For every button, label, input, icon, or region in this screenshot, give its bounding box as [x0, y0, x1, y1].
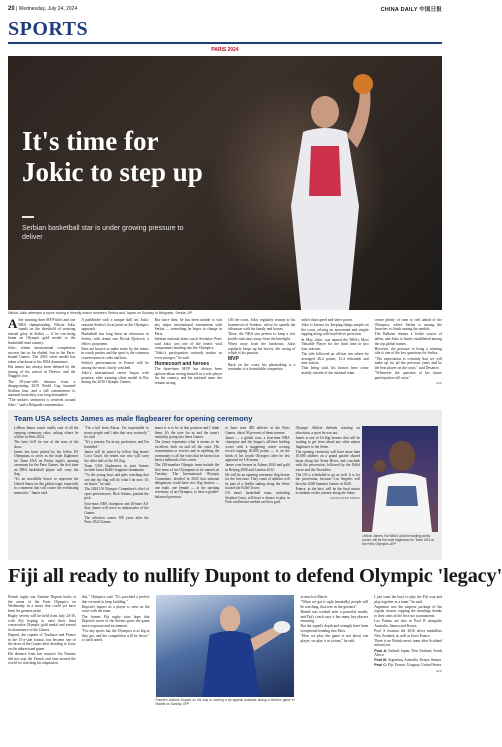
pool-b: [374, 658, 442, 663]
sidebar-column-3: [155, 426, 219, 556]
paragraph: Serbia's performances in France will be among the most closely watched.: [81, 361, 149, 370]
paragraph: Back on the court, his playmaking is a reminder of a formidable competitor.: [227, 362, 296, 372]
main-photo: [8, 56, 442, 310]
subheading: MVP: [227, 355, 239, 362]
second-byline: AFP: [436, 668, 442, 673]
sidebar-column-5: [296, 426, 360, 556]
paragraph: this," Olympics said. "It's provided a perfect that we need to keep building.": [81, 595, 150, 604]
pool-teams: Fiji, France, Uruguay, United States: [388, 663, 442, 668]
sidebar-title: Team USA selects James as male flagbearer for opening ceremony: [14, 414, 253, 423]
section-rule: [8, 42, 442, 44]
paragraph: The 29-year-old's absence from a disappointing 2019 World Cup haunted Serbian fans, and a full commitment to national-team duty was long demanded.: [8, 379, 76, 398]
paragraph: The selection comes 100 years after the Paris 1924 Games.: [84, 515, 149, 525]
drop-cap: A: [8, 316, 18, 331]
paragraph: Fans are known to make noise by the reams in watch parties and the sport is the common conversation in cafes and bars.: [81, 346, 149, 360]
paragraph: "Whenever the question of his future participation will arise.": [374, 370, 442, 380]
paragraph: Dupont's impact as a player is seen on the court with the team.: [81, 604, 150, 614]
paragraph: Dupont, the captain of Toulouse and France in the 15-a-side format, has become one of the faces of the Games after deciding to focus on the abbreviated game.: [8, 632, 76, 651]
article-column-4: [228, 318, 295, 408]
pool-label: Pool A:: [374, 648, 388, 653]
sidebar-byline: ASSOCIATED PRESS: [329, 496, 361, 501]
paragraph: fter winning three MVP titles and one NBA championship, Nikola Jokic stands on the threshold of securing eternal glory in Serbia — if he can bring home an Olympic gold medal to the basketball-mad country.: [8, 318, 76, 345]
paragraph: There, the NBA star prefers to keep a low profile and stays away from the limelight.: [227, 332, 296, 341]
pool-a: [374, 649, 442, 658]
paragraph: However, the pressure to bring a winning title is one of the key questions for Serbia.: [374, 346, 442, 356]
paragraph: There is no British men's team after Scotland missed out.: [374, 638, 442, 648]
paragraph: to have seen 485 athletes at the Paris Games, about 50 percent of them women.: [225, 426, 290, 435]
kicker: PARIS 2024: [211, 47, 239, 53]
paragraph: The three-time MVP has always been upfront about seeing himself as a role player for the country, and his national team ties remain strong.: [154, 367, 222, 385]
paragraph: James won bronze in Athens 2004 and gold in Beijing 2008 and London 2012.: [225, 463, 290, 472]
second-article-body: [8, 595, 442, 743]
pool-teams: Ireland, Japan, New Zealand, South Africa: [374, 648, 442, 658]
paragraph: The honor represents what it means to be excellent, both on and off the court. His commitment to service and to uplifting the community is all the ways that he knows has been a hallmark of his career.: [154, 440, 220, 463]
paragraph: "Jokic's participation certainly makes us even stronger," he said.: [154, 351, 222, 360]
paragraph: Off the court, Jokic regularly returns to his hometown of Sombor, where he spends the offseason with his family and horses.: [227, 318, 296, 332]
paragraph: US men's basketball team, including Stephen Curry, will have a chance to play in Paris and bronze medals are their goal.: [225, 491, 290, 505]
sidebar-body: [14, 426, 360, 556]
main-article-body: [8, 318, 442, 408]
paragraph: But the squad's depth and strength have been exceptional heading into Paris.: [300, 624, 369, 633]
paragraph: rather than speed and sheer power.: [301, 318, 354, 322]
issue-date: Wednesday, July 24, 2024: [18, 6, 78, 12]
paragraph: The opening ceremony will have more than 10,000 athletes on a grand parade aboard boats along the Seine River, and conclude with the procession, followed by the Eiffel tower and the Trocadéro.: [295, 449, 361, 472]
sidebar-column-2: [84, 426, 148, 556]
paragraph: as much in March.: [300, 595, 328, 599]
paragraph: "When we got it right (mentally) people will be watching, that sees us the greatest".: [300, 600, 369, 609]
paragraph: Argentina was the surprise package of the regular season, topping the standings thanks to their wins in the first two tournaments.: [374, 604, 442, 618]
paragraph: The former Fiji rugby stars hope that Dupont's move to the Sevens gives the game more exposure and excitement.: [81, 614, 150, 628]
paragraph: Basketball has long been an obsession in Serbia, with tennis star Novak Djokovic a fellow proponent.: [81, 332, 149, 346]
deck-rule: [22, 216, 34, 218]
subheading: Homecourt and heroes: [154, 360, 210, 367]
paragraph: The 230-member Olympic team include the first team of ten Olympians to be named on Tuesday. The International Olympic Committee, decided in 2020 that national delegations could have two flag bearers — one male, one female — at the opening ceremony of an Olympics, to have a gender-balanced presence.: [154, 463, 220, 499]
basketball-player-image: [263, 86, 373, 310]
paragraph: James is one of 16 flag bearers that will be waiting to get from ahead any other nation flagbearer to the Seine.: [295, 435, 361, 449]
newspaper-logo: CHINA DAILY 中国日报: [380, 7, 442, 13]
paragraph: "To the young boys and girls watching that one day the flag will do what I do now. It's an honor," he said.: [84, 473, 149, 487]
paragraph: "The nation's sentiment is centered around Jokic," said a Belgrade commentator.: [8, 398, 76, 408]
paragraph: Jokic's international career began with promise, after winning silver medal in Rio during the 2016 Olympic Games.: [81, 370, 149, 385]
paragraph: The US is scheduled to go as well. It is for the procession, because Los Angeles will host the 2028 Summer Games in 2028.: [295, 472, 361, 486]
paragraph: Pool A features the 2016 silver medallists New Zealand, as well as hosts France.: [374, 628, 442, 638]
sidebar-box: [8, 410, 442, 560]
paragraph: Serbian national team coach Svetislav Pesic said Jokic was one of the team's vital components heading into the Olympics.: [154, 336, 222, 351]
article-column-3: [155, 318, 222, 408]
sidebar-column-4: [225, 426, 289, 556]
main-deck: Serbian basketball star is under growing pressure to deliver: [22, 225, 184, 241]
article-column-6: [375, 318, 442, 408]
paragraph: The Balkans remain a fertile source of talent, and Jokic is firmly established among the top global names.: [374, 332, 442, 346]
paragraph: In May, Jokic was named the NBA's Most Valuable Player for the third time in just four seasons.: [301, 337, 369, 351]
paragraph: His absence from last season's Six Nations did not stop the French and fans around the world for watching his adaptation.: [8, 651, 76, 666]
paragraph: The time, he'll be one of the stars of the show.: [14, 440, 79, 449]
page-header: [8, 4, 442, 14]
paragraph: "For any sports fan, the Olympics is as big as they get, and the competition will be fierce," a coach noted.: [81, 628, 150, 643]
rugby-player-image: [156, 595, 295, 697]
dupont-photo-caption: France's Antoine Dupont on his way to scoring a try against Australia during a Sevens game in Madrid on Sunday. AFP: [155, 698, 295, 706]
paragraph: Hamdi was worked after a powerful month, and Fiji's coach says it has many key players returning.: [300, 609, 369, 624]
paragraph: The title followed an all-star run where he averaged 26.4 points, 12.4 rebounds and nine assists.: [301, 351, 369, 366]
paragraph: "It's an incredible honor to represent the United States on this global stage, especially in a moment that will create the everlasting memories," James said.: [14, 477, 79, 495]
second-column-1: [8, 595, 76, 743]
paragraph: centre plenty of time to reel ahead of the Olympics, where Serbia is among the favorites to finish among the medals.: [374, 318, 442, 332]
paragraph: "How we play the game is not about one player, we play it as a team," he said.: [300, 634, 369, 643]
section-title: SPORTS: [8, 18, 89, 40]
paragraph: French rugby star Antoine Dupont looks at the arena of the Paris Olympics on Wednesday in a move that could yet have been his greatest prize.: [8, 595, 76, 613]
byline: AFP: [436, 380, 442, 385]
paragraph: A pathfinder with a unique skill set, Jokic remains Serbia's focal point as the Olympics approach.: [81, 318, 149, 332]
paragraph: Team USA flagbearers in past Games include Jason Kidd's longtime teammates.: [84, 463, 149, 473]
second-column-2: [82, 595, 150, 743]
paragraph: Jokic, whom international competition success has so far eluded, lost in the Paris-bound Games. The 2016 silver medal has taken a backseat to his NBA dominance.: [8, 346, 76, 364]
main-headline: It's time for Jokic to step up: [22, 126, 203, 187]
page-number-date: 20 | Wednesday, July 24, 2024: [8, 6, 78, 12]
paragraph: "It's a journey I'm in my profession, and I'm humbled.": [84, 440, 149, 449]
paragraph: When away from the hardcourt, Jokic regularly keeps up his horses, the racing of which is his passion.: [227, 342, 296, 356]
paragraph: His tenure has always been defined by the timing of his arrival in Denver, and the Nuggets' rise.: [8, 365, 76, 379]
paragraph: "The expectation is certainly that we will make up for all the previous years and be the best player on the court," said Desanov.: [374, 356, 442, 370]
pool-label: Pool B:: [374, 658, 388, 663]
paragraph: Rugby sevens will be held from July 24-30, with Fiji hoping to earn their third consecutive Olympic gold medal and extend its dominance of the Games.: [8, 613, 76, 632]
paragraph: Los Pumas are also in Pool B alongside Australia, Samoa and Kenya.: [374, 619, 442, 628]
basketball-player-image: [362, 426, 438, 532]
paragraph: That being said, his honors have come mainly outside of the national team.: [301, 366, 369, 375]
paragraph: He will be an opening ceremony flag bearer for the first time. They count of athletes will be part of a flotilla sailing along the Seine toward the Eiffel Tower.: [225, 472, 290, 491]
pool-teams: Argentina, Australia, Kenya, Samoa: [387, 658, 442, 663]
paragraph: honor it is to be in that position and I think them. It's the tone for us and the team's mentality going into these Games.: [154, 426, 220, 439]
paragraph: Olympic Athlete defends winning on television, a sport he was not.: [295, 426, 361, 435]
main-photo-caption: Nikola Jokic attempts a score during a friendly match between Serbia and Japan on Sunday in Belgrade, Serbia. AP: [8, 311, 193, 315]
paragraph: I just want the boys to play the Fiji way and play together as a team," he said.: [374, 595, 442, 604]
article-column-1: [8, 318, 75, 408]
page-number: 20: [8, 6, 15, 12]
pool-label: Pool C:: [374, 663, 388, 668]
paragraph: The 2024 US Olympic Committee's chief of sport performance, Rick Adams, praised the pick.: [84, 487, 149, 501]
paragraph: James — a global icon, a four-time NBA champion and the league's all-time leading scorer with a staggering career scoring record topping 40,000 points — is on the brink of his fourth Olympics after he last appeared for US teams.: [225, 435, 290, 463]
pool-c: [374, 663, 442, 668]
paragraph: Four-time NBA champion and 20-time All-Star, James will serve as ambassador of the Games.: [84, 501, 149, 515]
article-column-2: [81, 318, 148, 408]
lebron-photo: [362, 426, 438, 532]
paragraph: "I'm a kid from Akron. I'm responsible to many people and I take that very seriously," he said.: [84, 426, 149, 439]
paragraph: Jokic is known for keeping things simple on the court, relying on movement and simple tapping along with hard-drive precision.: [301, 323, 369, 337]
dupont-photo: [156, 595, 295, 697]
lebron-photo-caption: LeBron James, the NBA's all-time leading points scorer, will be the male flagbearer for Team USA at the Paris Olympics. AFP: [362, 534, 434, 546]
paragraph: James has been picked by his fellow US Olympians to serve as the male flagbearer for Team USA on Friday night's opening ceremony for the Paris Games, the first time an NBA basketball player will carry the flag.: [14, 449, 79, 477]
second-column-5: [374, 595, 442, 743]
paragraph: France, as the host, will be the final nation to embark on the journey along the Seine.: [295, 486, 361, 496]
paragraph: LeBron James wasn't totally sure of all the opening ceremony rules, asking where he will be in Paris 2024.: [14, 426, 79, 439]
dupont-photo-column: [156, 595, 295, 743]
sidebar-column-1: [14, 426, 78, 556]
second-headline: Fiji all ready to nullify Dupont to defend Olympic 'legacy': [8, 565, 502, 587]
paragraph: But since then, he has been unable to win any major international tournament with Serbia — something he hopes to change in Paris.: [154, 318, 222, 336]
article-column-5: [301, 318, 368, 408]
paragraph: James will be joined by fellow flag bearer Coco Gauff, the tennis star who will carry the other half of the US flag.: [84, 449, 149, 463]
second-column-4: [300, 595, 368, 743]
